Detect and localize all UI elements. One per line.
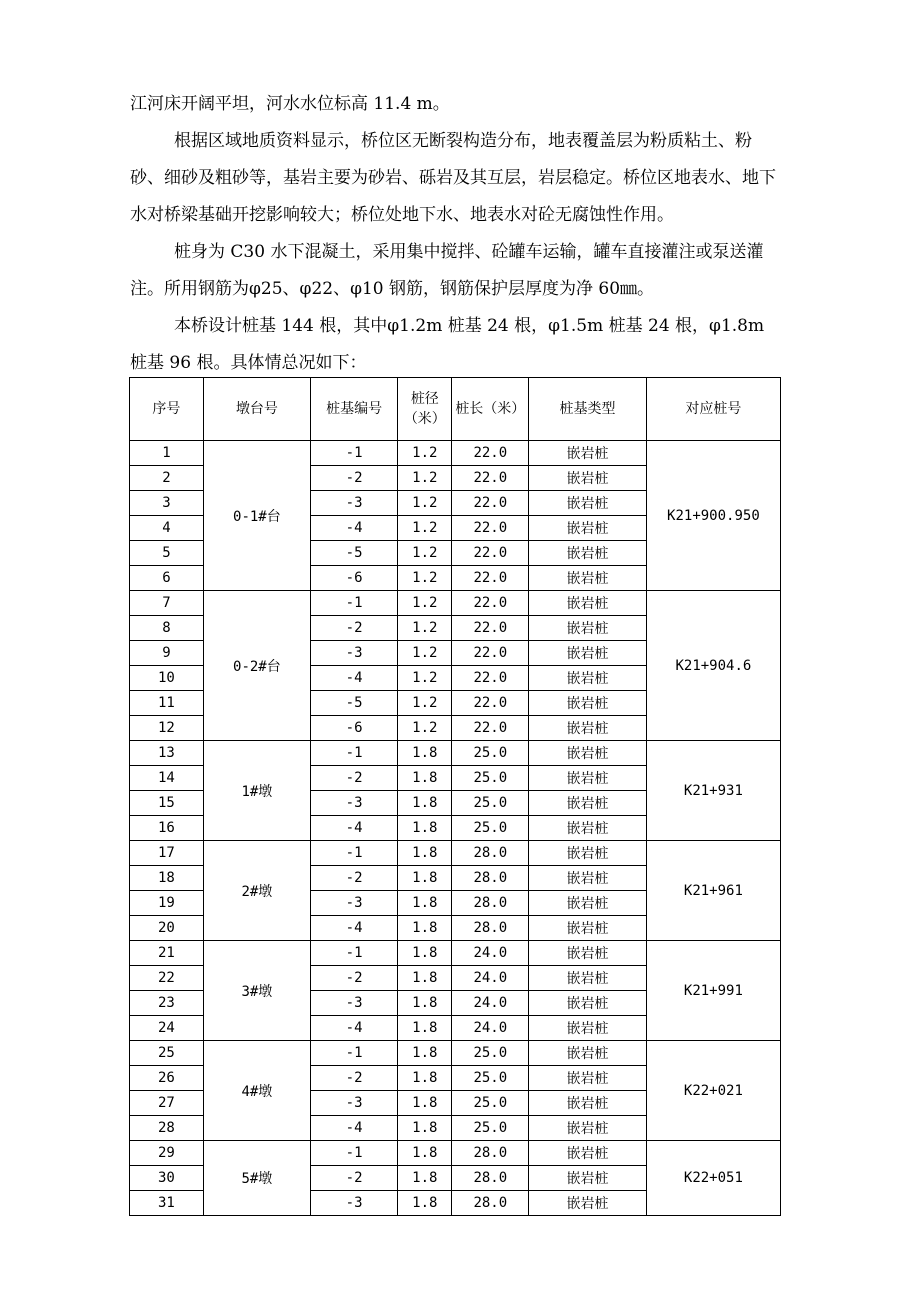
pile-foundation-table xyxy=(129,377,781,1216)
cell-pile-code: -1 xyxy=(310,741,397,766)
cell-pile-type: 嵌岩桩 xyxy=(529,741,647,766)
cell-pile-type: 嵌岩桩 xyxy=(529,691,647,716)
cell-length: 25.0 xyxy=(452,1041,529,1066)
cell-station: K21+900.950 xyxy=(646,441,780,591)
cell-diameter: 1.8 xyxy=(398,1191,452,1216)
cell-seq: 25 xyxy=(130,1041,204,1066)
table-header-row xyxy=(130,378,781,441)
header-seq: 序号 xyxy=(130,378,204,441)
cell-pile-type: 嵌岩桩 xyxy=(529,641,647,666)
table-body xyxy=(130,441,781,1216)
cell-diameter: 1.2 xyxy=(398,466,452,491)
cell-pile-type: 嵌岩桩 xyxy=(529,1016,647,1041)
cell-seq: 5 xyxy=(130,541,204,566)
cell-seq: 21 xyxy=(130,941,204,966)
cell-pile-code: -2 xyxy=(310,466,397,491)
cell-pile-type: 嵌岩桩 xyxy=(529,766,647,791)
cell-pile-type: 嵌岩桩 xyxy=(529,1191,647,1216)
cell-pile-code: -2 xyxy=(310,966,397,991)
cell-pile-type: 嵌岩桩 xyxy=(529,1091,647,1116)
header-pile-type: 桩基类型 xyxy=(529,378,647,441)
cell-length: 25.0 xyxy=(452,1091,529,1116)
cell-length: 22.0 xyxy=(452,591,529,616)
header-diameter: 桩径（米） xyxy=(398,378,452,441)
header-length: 桩长（米） xyxy=(452,378,529,441)
cell-pile-type: 嵌岩桩 xyxy=(529,616,647,641)
cell-seq: 30 xyxy=(130,1166,204,1191)
cell-seq: 2 xyxy=(130,466,204,491)
cell-length: 22.0 xyxy=(452,441,529,466)
cell-diameter: 1.8 xyxy=(398,816,452,841)
cell-length: 22.0 xyxy=(452,466,529,491)
cell-seq: 22 xyxy=(130,966,204,991)
cell-diameter: 1.8 xyxy=(398,966,452,991)
cell-pile-type: 嵌岩桩 xyxy=(529,841,647,866)
cell-station: K22+021 xyxy=(646,1041,780,1141)
cell-seq: 8 xyxy=(130,616,204,641)
cell-seq: 29 xyxy=(130,1141,204,1166)
cell-diameter: 1.2 xyxy=(398,716,452,741)
cell-pier: 1#墩 xyxy=(203,741,310,841)
cell-pile-code: -5 xyxy=(310,541,397,566)
paragraph-3: 桩身为 C30 水下混凝土，采用集中搅拌、砼罐车运输，罐车直接灌注或泵送灌注。所用钢筋为φ25、φ22、φ10 钢筋，钢筋保护层厚度为净 60㎜。 xyxy=(130,242,764,299)
cell-diameter: 1.8 xyxy=(398,791,452,816)
cell-seq: 18 xyxy=(130,866,204,891)
cell-seq: 7 xyxy=(130,591,204,616)
cell-pile-code: -3 xyxy=(310,891,397,916)
cell-pile-type: 嵌岩桩 xyxy=(529,566,647,591)
cell-length: 28.0 xyxy=(452,1141,529,1166)
table-row xyxy=(130,1141,781,1166)
cell-pile-type: 嵌岩桩 xyxy=(529,591,647,616)
cell-seq: 9 xyxy=(130,641,204,666)
cell-diameter: 1.2 xyxy=(398,541,452,566)
cell-length: 25.0 xyxy=(452,1116,529,1141)
header-pile-code: 桩基编号 xyxy=(310,378,397,441)
cell-pile-code: -2 xyxy=(310,866,397,891)
cell-pile-type: 嵌岩桩 xyxy=(529,891,647,916)
cell-pile-code: -5 xyxy=(310,691,397,716)
cell-pile-code: -3 xyxy=(310,1091,397,1116)
cell-length: 22.0 xyxy=(452,666,529,691)
cell-diameter: 1.2 xyxy=(398,691,452,716)
cell-pile-type: 嵌岩桩 xyxy=(529,516,647,541)
table-row xyxy=(130,941,781,966)
cell-seq: 13 xyxy=(130,741,204,766)
cell-pile-code: -4 xyxy=(310,1116,397,1141)
cell-diameter: 1.8 xyxy=(398,766,452,791)
cell-pile-code: -1 xyxy=(310,1141,397,1166)
cell-length: 28.0 xyxy=(452,1166,529,1191)
cell-pile-type: 嵌岩桩 xyxy=(529,791,647,816)
cell-pile-code: -2 xyxy=(310,766,397,791)
cell-pile-code: -4 xyxy=(310,916,397,941)
cell-diameter: 1.8 xyxy=(398,841,452,866)
cell-length: 28.0 xyxy=(452,866,529,891)
cell-diameter: 1.2 xyxy=(398,566,452,591)
cell-length: 22.0 xyxy=(452,491,529,516)
cell-pile-code: -4 xyxy=(310,1016,397,1041)
cell-seq: 20 xyxy=(130,916,204,941)
cell-pier: 3#墩 xyxy=(203,941,310,1041)
cell-pile-type: 嵌岩桩 xyxy=(529,941,647,966)
cell-length: 28.0 xyxy=(452,891,529,916)
cell-seq: 16 xyxy=(130,816,204,841)
header-pier: 墩台号 xyxy=(203,378,310,441)
cell-pile-code: -3 xyxy=(310,791,397,816)
cell-seq: 23 xyxy=(130,991,204,1016)
cell-length: 22.0 xyxy=(452,616,529,641)
cell-pile-type: 嵌岩桩 xyxy=(529,541,647,566)
cell-pile-type: 嵌岩桩 xyxy=(529,916,647,941)
cell-length: 25.0 xyxy=(452,741,529,766)
header-station: 对应桩号 xyxy=(646,378,780,441)
cell-diameter: 1.2 xyxy=(398,516,452,541)
cell-diameter: 1.8 xyxy=(398,941,452,966)
cell-length: 25.0 xyxy=(452,1066,529,1091)
cell-pile-code: -2 xyxy=(310,616,397,641)
cell-diameter: 1.2 xyxy=(398,441,452,466)
cell-length: 25.0 xyxy=(452,791,529,816)
cell-pier: 0-1#台 xyxy=(203,441,310,591)
cell-seq: 19 xyxy=(130,891,204,916)
cell-pile-code: -6 xyxy=(310,716,397,741)
cell-diameter: 1.8 xyxy=(398,1091,452,1116)
cell-pier: 2#墩 xyxy=(203,841,310,941)
paragraph-4: 本桥设计桩基 144 根，其中φ1.2m 桩基 24 根，φ1.5m 桩基 24 根，φ1.8m 桩基 96 根。具体情总况如下： xyxy=(130,316,765,373)
cell-pile-type: 嵌岩桩 xyxy=(529,441,647,466)
cell-seq: 12 xyxy=(130,716,204,741)
cell-pile-type: 嵌岩桩 xyxy=(529,1066,647,1091)
cell-diameter: 1.8 xyxy=(398,916,452,941)
cell-seq: 6 xyxy=(130,566,204,591)
table-row xyxy=(130,1041,781,1066)
cell-seq: 15 xyxy=(130,791,204,816)
cell-length: 22.0 xyxy=(452,691,529,716)
cell-pile-code: -3 xyxy=(310,991,397,1016)
paragraph-1: 江河床开阔平坦，河水水位标高 11.4 m。 xyxy=(130,94,450,114)
cell-pile-type: 嵌岩桩 xyxy=(529,966,647,991)
table-row xyxy=(130,591,781,616)
cell-diameter: 1.2 xyxy=(398,591,452,616)
table-row xyxy=(130,441,781,466)
cell-pile-type: 嵌岩桩 xyxy=(529,991,647,1016)
cell-diameter: 1.2 xyxy=(398,616,452,641)
cell-pier: 5#墩 xyxy=(203,1141,310,1216)
cell-diameter: 1.8 xyxy=(398,866,452,891)
cell-length: 24.0 xyxy=(452,941,529,966)
cell-seq: 10 xyxy=(130,666,204,691)
cell-diameter: 1.2 xyxy=(398,641,452,666)
cell-seq: 28 xyxy=(130,1116,204,1141)
cell-pile-code: -1 xyxy=(310,841,397,866)
cell-pile-type: 嵌岩桩 xyxy=(529,1141,647,1166)
cell-seq: 24 xyxy=(130,1016,204,1041)
cell-pile-code: -1 xyxy=(310,591,397,616)
cell-length: 22.0 xyxy=(452,516,529,541)
cell-pile-code: -4 xyxy=(310,816,397,841)
cell-length: 25.0 xyxy=(452,816,529,841)
cell-diameter: 1.8 xyxy=(398,1166,452,1191)
cell-diameter: 1.8 xyxy=(398,1041,452,1066)
cell-diameter: 1.8 xyxy=(398,741,452,766)
cell-length: 28.0 xyxy=(452,916,529,941)
cell-seq: 1 xyxy=(130,441,204,466)
cell-pile-type: 嵌岩桩 xyxy=(529,466,647,491)
cell-pile-type: 嵌岩桩 xyxy=(529,716,647,741)
cell-length: 22.0 xyxy=(452,716,529,741)
cell-seq: 31 xyxy=(130,1191,204,1216)
paragraph-2: 根据区域地质资料显示，桥位区无断裂构造分布，地表覆盖层为粉质粘土、粉砂、细砂及粗砂等，基岩主要为砂岩、砾岩及其互层，岩层稳定。桥位区地表水、地下水对桥梁基础开挖影响较大；桥位处地下水、地表水对砼无腐蚀性作用。 xyxy=(130,131,776,225)
cell-seq: 26 xyxy=(130,1066,204,1091)
cell-length: 24.0 xyxy=(452,991,529,1016)
cell-pile-code: -2 xyxy=(310,1066,397,1091)
cell-station: K22+051 xyxy=(646,1141,780,1216)
cell-pier: 4#墩 xyxy=(203,1041,310,1141)
cell-diameter: 1.8 xyxy=(398,1116,452,1141)
cell-pile-code: -3 xyxy=(310,491,397,516)
cell-diameter: 1.8 xyxy=(398,1016,452,1041)
cell-pile-type: 嵌岩桩 xyxy=(529,1116,647,1141)
cell-length: 24.0 xyxy=(452,1016,529,1041)
cell-pile-type: 嵌岩桩 xyxy=(529,666,647,691)
cell-station: K21+931 xyxy=(646,741,780,841)
cell-diameter: 1.8 xyxy=(398,991,452,1016)
cell-pile-code: -6 xyxy=(310,566,397,591)
cell-pile-code: -1 xyxy=(310,941,397,966)
cell-pile-type: 嵌岩桩 xyxy=(529,866,647,891)
cell-length: 22.0 xyxy=(452,566,529,591)
cell-length: 24.0 xyxy=(452,966,529,991)
table-row xyxy=(130,841,781,866)
cell-pile-code: -3 xyxy=(310,641,397,666)
cell-pile-code: -2 xyxy=(310,1166,397,1191)
cell-pier: 0-2#台 xyxy=(203,591,310,741)
cell-diameter: 1.8 xyxy=(398,1066,452,1091)
cell-seq: 14 xyxy=(130,766,204,791)
cell-seq: 3 xyxy=(130,491,204,516)
cell-length: 22.0 xyxy=(452,641,529,666)
cell-pile-code: -3 xyxy=(310,1191,397,1216)
cell-seq: 4 xyxy=(130,516,204,541)
cell-pile-type: 嵌岩桩 xyxy=(529,491,647,516)
cell-seq: 27 xyxy=(130,1091,204,1116)
cell-length: 28.0 xyxy=(452,841,529,866)
cell-station: K21+904.6 xyxy=(646,591,780,741)
cell-diameter: 1.8 xyxy=(398,1141,452,1166)
cell-pile-code: -1 xyxy=(310,441,397,466)
cell-length: 22.0 xyxy=(452,541,529,566)
cell-pile-type: 嵌岩桩 xyxy=(529,816,647,841)
cell-pile-code: -4 xyxy=(310,666,397,691)
cell-station: K21+991 xyxy=(646,941,780,1041)
cell-seq: 11 xyxy=(130,691,204,716)
table-row xyxy=(130,741,781,766)
cell-diameter: 1.2 xyxy=(398,666,452,691)
cell-diameter: 1.2 xyxy=(398,491,452,516)
cell-seq: 17 xyxy=(130,841,204,866)
cell-length: 28.0 xyxy=(452,1191,529,1216)
cell-length: 25.0 xyxy=(452,766,529,791)
cell-station: K21+961 xyxy=(646,841,780,941)
cell-pile-code: -1 xyxy=(310,1041,397,1066)
cell-pile-type: 嵌岩桩 xyxy=(529,1041,647,1066)
cell-diameter: 1.8 xyxy=(398,891,452,916)
cell-pile-code: -4 xyxy=(310,516,397,541)
cell-pile-type: 嵌岩桩 xyxy=(529,1166,647,1191)
